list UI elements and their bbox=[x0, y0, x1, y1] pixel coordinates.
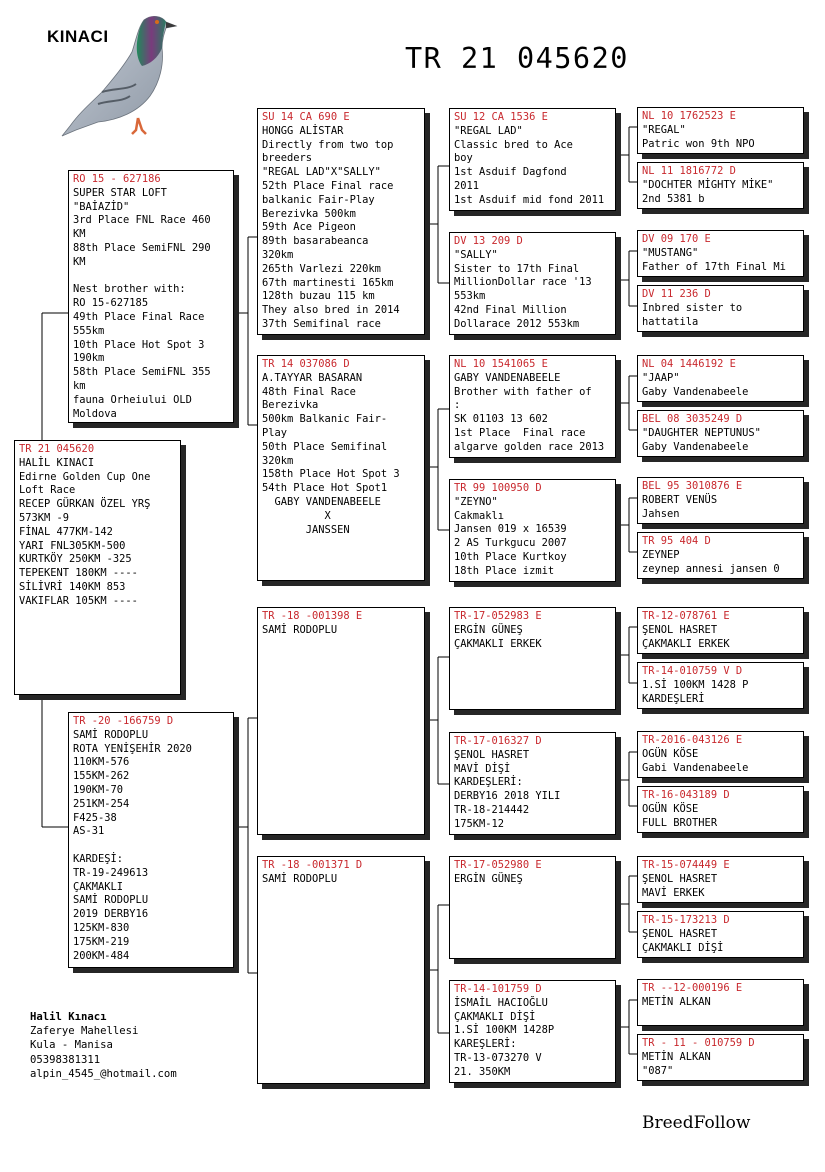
pedigree-line: FİNAL 477KM-142 bbox=[19, 525, 113, 538]
ring-number: TR-14-101759 D bbox=[454, 983, 542, 995]
pedigree-line: 1st Asduif mid fond 2011 bbox=[454, 193, 605, 206]
ring-number: TR 14 037086 D bbox=[262, 358, 350, 370]
owner-email[interactable]: alpin_4545_@hotmail.com bbox=[30, 1067, 177, 1080]
pedigree-line: "SALLY" bbox=[454, 248, 498, 261]
pedigree-box-dam-sire bbox=[257, 607, 425, 835]
pedigree-box-dam-sire-dam bbox=[449, 732, 616, 835]
ring-number: TR-15-173213 D bbox=[642, 914, 730, 926]
pedigree-line: SAMİ RODOPLU bbox=[262, 623, 338, 636]
pedigree-line: TR-18-214442 bbox=[454, 803, 530, 816]
pedigree-line: 200KM-484 bbox=[73, 949, 130, 962]
pedigree-line: 2nd 5381 b bbox=[642, 192, 705, 205]
ring-number: TR -18 -001371 D bbox=[262, 859, 363, 871]
pedigree-box-subject bbox=[14, 440, 181, 695]
ring-number: NL 10 1541065 E bbox=[454, 358, 548, 370]
pedigree-line: Directly from two top bbox=[262, 138, 394, 151]
pedigree-line: "REGAL LAD"X"SALLY" bbox=[262, 166, 381, 179]
ring-number: SU 14 CA 690 E bbox=[262, 111, 350, 123]
pedigree-line: Moldova bbox=[73, 407, 117, 420]
pedigree-box-sire-sire-dam bbox=[449, 232, 616, 335]
ring-number: TR-14-010759 V D bbox=[642, 665, 743, 677]
pedigree-line: DERBY16 2018 YILI bbox=[454, 790, 561, 803]
pedigree-line: SUPER STAR LOFT bbox=[73, 186, 167, 199]
pedigree-line: 128th buzau 115 km bbox=[262, 290, 375, 303]
pedigree-line: 110KM-576 bbox=[73, 756, 130, 769]
pedigree-line: Father of 17th Final Mi bbox=[642, 260, 786, 273]
ring-number: NL 10 1762523 E bbox=[642, 110, 736, 122]
pedigree-box-dam-dam bbox=[257, 856, 425, 1084]
pedigree-box-dam-sire-sire bbox=[449, 607, 616, 710]
pedigree-line: 1st Place Final race bbox=[454, 426, 586, 439]
ring-number: TR-17-016327 D bbox=[454, 735, 542, 747]
pedigree-line: algarve golden race 2013 bbox=[454, 440, 605, 453]
pedigree-line: 58th Place SemiFNL 355 bbox=[73, 366, 211, 379]
pedigree-line: Classic bred to Ace bbox=[454, 138, 573, 151]
pedigree-line: fauna Orheiului OLD bbox=[73, 393, 192, 406]
ring-number: TR-2016-043126 E bbox=[642, 734, 743, 746]
ring-number: TR 95 404 D bbox=[642, 535, 711, 547]
pedigree-box-gen4-16 bbox=[637, 1034, 804, 1081]
pedigree-line: ÇAKMAKLI DİŞİ bbox=[454, 1010, 536, 1023]
pedigree-line: AS-31 bbox=[73, 825, 105, 838]
pedigree-line: Cakmaklı bbox=[454, 509, 505, 522]
pedigree-line: METİN ALKAN bbox=[642, 995, 711, 1008]
ring-number: DV 09 170 E bbox=[642, 233, 711, 245]
pedigree-box-gen4-5 bbox=[637, 355, 804, 402]
pedigree-line: MillionDollar race '13 bbox=[454, 276, 592, 289]
pedigree-box-dam bbox=[68, 712, 234, 968]
pedigree-line: 500km Balkanic Fair- bbox=[262, 413, 388, 426]
ring-number: TR-12-078761 E bbox=[642, 610, 730, 622]
pedigree-line: "DAUGHTER NEPTUNUS" bbox=[642, 426, 761, 439]
pedigree-line: SK 01103 13 602 bbox=[454, 413, 548, 426]
pedigree-line: İSMAİL HACIOĞLU bbox=[454, 996, 548, 1009]
pedigree-line: Sister to 17th Final bbox=[454, 262, 580, 275]
pedigree-line: TEPEKENT 180KM ---- bbox=[19, 567, 138, 580]
pedigree-line: Loft Race bbox=[19, 484, 76, 497]
pedigree-box-sire bbox=[68, 170, 234, 423]
pedigree-box-sire-dam-sire bbox=[449, 355, 616, 458]
pedigree-box-gen4-4 bbox=[637, 285, 804, 332]
pedigree-line: 573KM -9 bbox=[19, 511, 70, 524]
pedigree-line: KARDEŞLERİ bbox=[642, 692, 705, 705]
pedigree-line: 2019 DERBY16 bbox=[73, 908, 149, 921]
pedigree-line: KAREŞLERİ: bbox=[454, 1038, 517, 1051]
pedigree-line: 49th Place Final Race bbox=[73, 310, 205, 323]
pedigree-line: Berezivka bbox=[262, 399, 319, 412]
ring-number: TR --12-000196 E bbox=[642, 982, 743, 994]
pedigree-line: ŞENOL HASRET bbox=[642, 927, 718, 940]
pedigree-line: RECEP GÜRKAN ÖZEL YRŞ bbox=[19, 498, 151, 511]
pedigree-line: ROTA YENİŞEHİR 2020 bbox=[73, 742, 192, 755]
ring-number: TR 99 100950 D bbox=[454, 482, 542, 494]
pedigree-line: ÇAKMAKLI DİŞİ bbox=[642, 941, 724, 954]
pedigree-line: HONGG ALİSTAR bbox=[262, 124, 344, 137]
pedigree-box-dam-dam-sire bbox=[449, 856, 616, 959]
owner-phone: 05398381311 bbox=[30, 1053, 101, 1066]
pedigree-line: TR-13-073270 V bbox=[454, 1051, 542, 1064]
pedigree-box-gen4-10 bbox=[637, 662, 804, 709]
pedigree-line: ROBERT VENÜS bbox=[642, 493, 718, 506]
pedigree-line: 2011 bbox=[454, 179, 480, 192]
pedigree-box-gen4-9 bbox=[637, 607, 804, 654]
pedigree-line: : bbox=[454, 399, 461, 412]
owner-line: Kula - Manisa bbox=[30, 1039, 113, 1052]
pedigree-line: GABY VANDENABEELE bbox=[454, 371, 561, 384]
pedigree-line: ZEYNEP bbox=[642, 548, 680, 561]
ring-number: RO 15 - 627186 bbox=[73, 173, 161, 185]
pedigree-line: balkanic Fair-Play bbox=[262, 193, 375, 206]
pedigree-line: KARDEŞİ: bbox=[73, 852, 124, 865]
pedigree-line: KM bbox=[73, 255, 86, 268]
pedigree-box-gen4-2 bbox=[637, 162, 804, 209]
pedigree-line: ŞENOL HASRET bbox=[642, 872, 718, 885]
pedigree-line: 155KM-262 bbox=[73, 770, 130, 783]
pedigree-line: They also bred in 2014 bbox=[262, 304, 400, 317]
brand-logo: BreedFollow bbox=[642, 1113, 751, 1133]
pedigree-line: 553km bbox=[454, 290, 486, 303]
ring-number-title: TR 21 045620 bbox=[405, 42, 629, 75]
pedigree-line: "REGAL LAD" bbox=[454, 124, 523, 137]
ring-number: TR 21 045620 bbox=[19, 443, 95, 455]
pedigree-line: 1st Asduif Dagfond bbox=[454, 166, 567, 179]
pedigree-line: MAVİ ERKEK bbox=[642, 886, 705, 899]
ring-number: NL 11 1816772 D bbox=[642, 165, 736, 177]
pedigree-line: 21. 350KM bbox=[454, 1065, 511, 1078]
pedigree-line: MAVİ DİŞİ bbox=[454, 762, 511, 775]
pedigree-line: 88th Place SemiFNL 290 bbox=[73, 241, 211, 254]
pedigree-line: 67th martinesti 165km bbox=[262, 276, 394, 289]
pedigree-line: "DOCHTER MİGHTY MİKE" bbox=[642, 178, 774, 191]
pedigree-line: 190KM-70 bbox=[73, 783, 124, 796]
pedigree-box-sire-sire-sire bbox=[449, 108, 616, 211]
pedigree-line: VAKIFLAR 105KM ---- bbox=[19, 594, 138, 607]
pedigree-line: Berezivka 500km bbox=[262, 207, 356, 220]
pedigree-line: F425-38 bbox=[73, 811, 117, 824]
pedigree-line: 42nd Final Million bbox=[454, 303, 567, 316]
pedigree-line: "MUSTANG" bbox=[642, 246, 699, 259]
pedigree-line: Inbred sister to bbox=[642, 301, 743, 314]
ring-number: TR-17-052983 E bbox=[454, 610, 542, 622]
pedigree-box-sire-sire bbox=[257, 108, 425, 335]
pedigree-line: ERGİN GÜNEŞ bbox=[454, 623, 523, 636]
pedigree-line: GABY VANDENABEELE bbox=[262, 495, 381, 508]
pedigree-box-gen4-11 bbox=[637, 731, 804, 778]
pedigree-line: ERGİN GÜNEŞ bbox=[454, 872, 523, 885]
pedigree-line: ŞENOL HASRET bbox=[642, 623, 718, 636]
pedigree-line bbox=[73, 270, 230, 284]
pedigree-line: ÇAKMAKLI bbox=[73, 880, 124, 893]
pedigree-line: "ZEYNO" bbox=[454, 495, 498, 508]
pedigree-line: RO 15-627185 bbox=[73, 297, 149, 310]
pedigree-line: ÇAKMAKLI ERKEK bbox=[642, 637, 730, 650]
pedigree-line: SAMİ RODOPLU bbox=[73, 894, 149, 907]
owner-contact bbox=[30, 1010, 177, 1081]
owner-line: Zaferye Mahellesi bbox=[30, 1025, 139, 1038]
pedigree-line: Patric won 9th NPO bbox=[642, 137, 755, 150]
pedigree-line: Edirne Golden Cup One bbox=[19, 470, 151, 483]
pedigree-line: Gaby Vandenabeele bbox=[642, 440, 749, 453]
pedigree-line: 50th Place Semifinal bbox=[262, 440, 388, 453]
pedigree-line: Dollarace 2012 553km bbox=[454, 317, 580, 330]
pedigree-box-dam-dam-dam bbox=[449, 980, 616, 1083]
ring-number: DV 13 209 D bbox=[454, 235, 523, 247]
owner-name: Halil Kınacı bbox=[30, 1011, 107, 1023]
pedigree-box-gen4-1 bbox=[637, 107, 804, 154]
pedigree-line: hattatila bbox=[642, 315, 699, 328]
pedigree-box-sire-dam bbox=[257, 355, 425, 581]
pedigree-box-gen4-7 bbox=[637, 477, 804, 524]
ring-number: DV 11 236 D bbox=[642, 288, 711, 300]
ring-number: TR-17-052980 E bbox=[454, 859, 542, 871]
pedigree-line: 52th Place Final race bbox=[262, 179, 394, 192]
pedigree-line: 48th Final Race bbox=[262, 385, 356, 398]
ring-number: BEL 08 3035249 D bbox=[642, 413, 743, 425]
pedigree-line: 3rd Place FNL Race 460 bbox=[73, 214, 211, 227]
pedigree-line: zeynep annesi jansen 0 bbox=[642, 562, 780, 575]
pedigree-line: 175KM-219 bbox=[73, 935, 130, 948]
pedigree-line: 89th basarabeanca bbox=[262, 235, 369, 248]
pedigree-line: "BAİAZİD" bbox=[73, 200, 130, 213]
pedigree-line: Nest brother with: bbox=[73, 283, 186, 296]
pedigree-line: FULL BROTHER bbox=[642, 816, 718, 829]
pedigree-line: A.TAYYAR BASARAN bbox=[262, 371, 363, 384]
pedigree-line: TR-19-249613 bbox=[73, 866, 149, 879]
pedigree-line: 251KM-254 bbox=[73, 797, 130, 810]
ring-number: BEL 95 3010876 E bbox=[642, 480, 743, 492]
pedigree-box-gen4-14 bbox=[637, 911, 804, 958]
breeder-name: KINACI bbox=[47, 27, 109, 46]
pedigree-line: Jansen 019 x 16539 bbox=[454, 523, 567, 536]
pedigree-box-gen4-12 bbox=[637, 786, 804, 833]
pedigree-line: OGÜN KÖSE bbox=[642, 747, 699, 760]
pedigree-line: 10th Place Hot Spot 3 bbox=[73, 338, 205, 351]
pedigree-line: 18th Place izmit bbox=[454, 564, 555, 577]
pedigree-line: 125KM-830 bbox=[73, 921, 130, 934]
pedigree-box-gen4-15 bbox=[637, 979, 804, 1026]
pedigree-box-sire-dam-dam bbox=[449, 479, 616, 582]
pedigree-line: 158th Place Hot Spot 3 bbox=[262, 468, 400, 481]
pedigree-line: "JAAP" bbox=[642, 371, 680, 384]
pedigree-box-gen4-3 bbox=[637, 230, 804, 277]
pedigree-box-gen4-13 bbox=[637, 856, 804, 903]
pedigree-line: boy bbox=[454, 152, 473, 165]
pedigree-line: ŞENOL HASRET bbox=[454, 748, 530, 761]
ring-number: TR -20 -166759 D bbox=[73, 715, 174, 727]
pedigree-line bbox=[73, 839, 230, 853]
pedigree-line: Gabi Vandenabeele bbox=[642, 761, 749, 774]
ring-number: TR-16-043189 D bbox=[642, 789, 730, 801]
pedigree-line: 54th Place Hot Spot1 bbox=[262, 482, 388, 495]
pedigree-line: HALİL KINACI bbox=[19, 456, 95, 469]
pedigree-line: 2 AS Turkgucu 2007 bbox=[454, 537, 567, 550]
pedigree-line: 265th Varlezi 220km bbox=[262, 262, 381, 275]
pedigree-line: KURTKÖY 250KM -325 bbox=[19, 553, 132, 566]
pedigree-line: JANSSEN bbox=[262, 523, 350, 536]
pedigree-line: "087" bbox=[642, 1064, 674, 1077]
ring-number: TR-15-074449 E bbox=[642, 859, 730, 871]
pedigree-line: SAMİ RODOPLU bbox=[73, 728, 149, 741]
pedigree-line: 190km bbox=[73, 352, 105, 365]
ring-number: TR - 11 - 010759 D bbox=[642, 1037, 755, 1049]
pedigree-line: Gaby Vandenabeele bbox=[642, 385, 749, 398]
pedigree-line: KM bbox=[73, 228, 86, 241]
pedigree-line: SAMİ RODOPLU bbox=[262, 872, 338, 885]
pedigree-line: "REGAL" bbox=[642, 123, 686, 136]
pedigree-box-gen4-8 bbox=[637, 532, 804, 579]
pedigree-line: km bbox=[73, 379, 86, 392]
pedigree-line: YARI FNL305KM-500 bbox=[19, 539, 126, 552]
pedigree-line: OGÜN KÖSE bbox=[642, 802, 699, 815]
pedigree-line: Jahsen bbox=[642, 507, 680, 520]
ring-number: NL 04 1446192 E bbox=[642, 358, 736, 370]
pedigree-line: METİN ALKAN bbox=[642, 1050, 711, 1063]
pedigree-line: 37th Semifinal race bbox=[262, 317, 381, 330]
pedigree-line: ÇAKMAKLI ERKEK bbox=[454, 637, 542, 650]
ring-number: SU 12 CA 1536 E bbox=[454, 111, 548, 123]
pedigree-line: 320km bbox=[262, 248, 294, 261]
pedigree-line: 59th Ace Pigeon bbox=[262, 221, 356, 234]
pedigree-line: 10th Place Kurtkoy bbox=[454, 550, 567, 563]
pedigree-line: 175KM-12 bbox=[454, 817, 505, 830]
pedigree-line: Play bbox=[262, 426, 288, 439]
pedigree-box-gen4-6 bbox=[637, 410, 804, 457]
pedigree-line: SİLİVRİ 140KM 853 bbox=[19, 580, 126, 593]
ring-number: TR -18 -001398 E bbox=[262, 610, 363, 622]
pedigree-line: Brother with father of bbox=[454, 385, 592, 398]
pedigree-line: 1.Sİ 100KM 1428 P bbox=[642, 678, 749, 691]
pedigree-line: breeders bbox=[262, 152, 313, 165]
pedigree-line: X bbox=[262, 509, 331, 522]
pedigree-line: 1.Sİ 100KM 1428P bbox=[454, 1024, 555, 1037]
pedigree-line: 320km bbox=[262, 454, 294, 467]
pedigree-line: KARDEŞLERİ: bbox=[454, 776, 523, 789]
pedigree-line: 555km bbox=[73, 324, 105, 337]
